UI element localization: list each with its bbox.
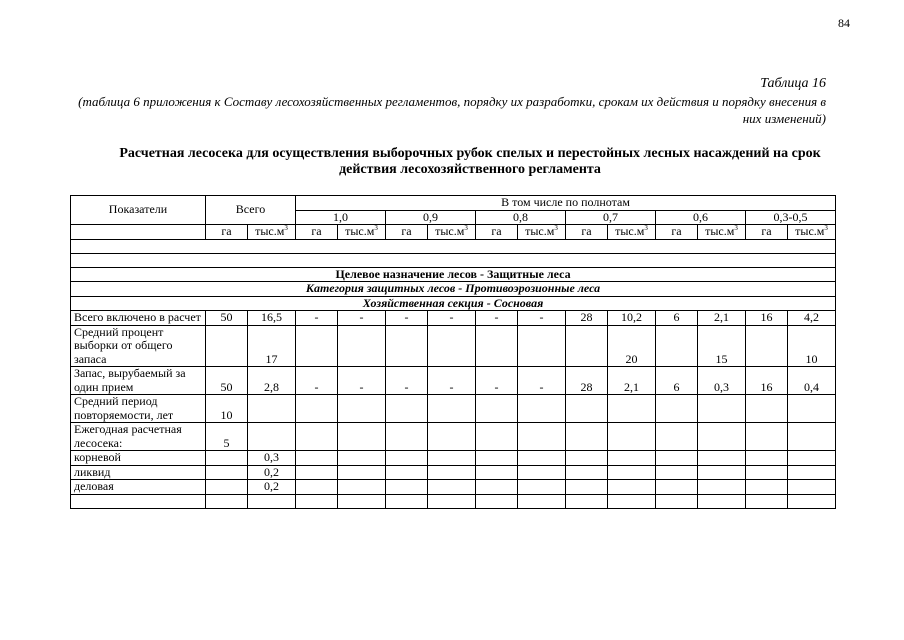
table-cell: 0,3 (248, 451, 296, 466)
table-cell (296, 494, 338, 508)
table-cell: - (518, 367, 566, 395)
table-cell (656, 451, 698, 466)
table-cell (518, 325, 566, 367)
table-cell (698, 494, 746, 508)
table-cell: 16 (746, 311, 788, 326)
header-density: 0,8 (476, 210, 566, 225)
table-cell (206, 494, 248, 508)
table-cell (698, 465, 746, 480)
document-title: Расчетная лесосека для осуществления выборочных рубок спелых и перестойных лесных насаждений на срок действия лесохозяйственного регламента (119, 146, 821, 177)
table-cell: 15 (698, 325, 746, 367)
unit-thousand-m3: $тыс.м^3$ (428, 225, 476, 240)
header-total: Всего (206, 196, 296, 225)
table-cell (386, 325, 428, 367)
table-cell (698, 480, 746, 495)
table-cell (746, 395, 788, 423)
spacer-cell (71, 253, 836, 267)
table-cell: 50 (206, 311, 248, 326)
table-cell: - (518, 311, 566, 326)
table-cell (518, 395, 566, 423)
table-cell: - (296, 367, 338, 395)
table-row (71, 480, 836, 495)
table-cell (698, 423, 746, 451)
table-cell (788, 494, 836, 508)
table-cell: - (296, 311, 338, 326)
row-label: Средний процент выборки от общего запаса (71, 325, 206, 367)
table-cell (566, 325, 608, 367)
table-cell (746, 494, 788, 508)
table-cell: 6 (656, 311, 698, 326)
table-cell (518, 480, 566, 495)
table-cell: 4,2 (788, 311, 836, 326)
table-cell (296, 465, 338, 480)
table-cell: 2,8 (248, 367, 296, 395)
table-cell (338, 423, 386, 451)
spacer-row (71, 239, 836, 253)
header-units-row (71, 225, 836, 240)
table-body (71, 311, 836, 509)
header-density: 0,6 (656, 210, 746, 225)
section-category-row (71, 282, 836, 297)
unit-m3-text: тыс.м (345, 224, 375, 238)
table-cell (476, 423, 518, 451)
table-row (71, 325, 836, 367)
table-cell (476, 465, 518, 480)
table-cell (296, 480, 338, 495)
row-label: корневой (71, 451, 206, 466)
table-cell (386, 494, 428, 508)
table-cell (428, 325, 476, 367)
unit-ha: га (386, 225, 428, 240)
table-cell (566, 451, 608, 466)
table-cell: 17 (248, 325, 296, 367)
table-row (71, 451, 836, 466)
table-cell (206, 465, 248, 480)
table-cell: - (476, 311, 518, 326)
row-label: Ежегодная расчетная лесосека: (71, 423, 206, 451)
table-cell (476, 395, 518, 423)
table-cell (386, 423, 428, 451)
spacer-cell (71, 239, 836, 253)
table-cell (746, 480, 788, 495)
table-row (71, 395, 836, 423)
unit-thousand-m3: $тыс.м^3$ (338, 225, 386, 240)
table-cell (746, 325, 788, 367)
row-label: Средний период повторяемости, лет (71, 395, 206, 423)
table-cell: - (476, 367, 518, 395)
table-cell (476, 494, 518, 508)
table-cell (248, 494, 296, 508)
table-cell: 0,4 (788, 367, 836, 395)
table-cell (746, 451, 788, 466)
table-cell (338, 494, 386, 508)
unit-thousand-m3: $тыс.м^3$ (518, 225, 566, 240)
unit-m3-text: тыс.м (795, 224, 825, 238)
forest-cut-table (70, 195, 836, 509)
table-cell (698, 395, 746, 423)
table-cell (608, 465, 656, 480)
table-cell: 10 (788, 325, 836, 367)
table-cell (608, 494, 656, 508)
header-density: 0,9 (386, 210, 476, 225)
table-cell: - (428, 311, 476, 326)
table-cell (428, 494, 476, 508)
table-cell (476, 451, 518, 466)
unit-thousand-m3: $тыс.м^3$ (608, 225, 656, 240)
table-cell (296, 325, 338, 367)
table-row-empty (71, 494, 836, 508)
header-indicators: Показатели (71, 196, 206, 225)
table-cell: 50 (206, 367, 248, 395)
row-label: Запас, вырубаемый за один прием (71, 367, 206, 395)
table-cell (338, 325, 386, 367)
unit-m3-text: тыс.м (615, 224, 645, 238)
table-cell: 28 (566, 311, 608, 326)
table-cell: - (338, 367, 386, 395)
table-cell (608, 451, 656, 466)
table-cell: 16,5 (248, 311, 296, 326)
table-cell (608, 480, 656, 495)
table-cell: 10,2 (608, 311, 656, 326)
unit-thousand-m3: $тыс.м^3$ (698, 225, 746, 240)
page-number: 84 (838, 16, 850, 30)
table-cell (206, 451, 248, 466)
unit-m3-text: тыс.м (255, 224, 285, 238)
table-cell (656, 480, 698, 495)
table-row (71, 311, 836, 326)
header-density: 0,3-0,5 (746, 210, 836, 225)
table-cell (518, 423, 566, 451)
unit-ha: га (746, 225, 788, 240)
table-cell: 28 (566, 367, 608, 395)
table-cell (566, 395, 608, 423)
table-cell (428, 395, 476, 423)
unit-ha: га (656, 225, 698, 240)
header-density: 1,0 (296, 210, 386, 225)
table-cell (656, 423, 698, 451)
table-cell (476, 480, 518, 495)
table-cell (338, 480, 386, 495)
table-cell (788, 451, 836, 466)
section-economic: Хозяйственная секция - Сосновая (71, 296, 836, 311)
table-cell: 0,2 (248, 480, 296, 495)
table-row (71, 367, 836, 395)
table-cell (656, 395, 698, 423)
table-cell: - (338, 311, 386, 326)
table-cell: 16 (746, 367, 788, 395)
table-cell (428, 423, 476, 451)
table-cell: 0,3 (698, 367, 746, 395)
table-cell (386, 451, 428, 466)
table-cell: 2,1 (698, 311, 746, 326)
unit-thousand-m3: $тыс.м^3$ (788, 225, 836, 240)
unit-ha: га (476, 225, 518, 240)
table-cell (608, 395, 656, 423)
table-cell (566, 423, 608, 451)
table-cell: 2,1 (608, 367, 656, 395)
table-row (71, 423, 836, 451)
table-cell (566, 465, 608, 480)
table-cell (338, 451, 386, 466)
section-purpose: Целевое назначение лесов - Защитные леса (71, 267, 836, 282)
table-cell (206, 480, 248, 495)
table-label: Таблица 16 (760, 76, 826, 91)
spacer-row (71, 253, 836, 267)
header-density: 0,7 (566, 210, 656, 225)
table-cell (71, 494, 206, 508)
table-cell (296, 423, 338, 451)
table-cell: 6 (656, 367, 698, 395)
table-cell (518, 451, 566, 466)
unit-ha: га (296, 225, 338, 240)
table-cell (386, 395, 428, 423)
table-cell: 10 (206, 395, 248, 423)
table-cell (518, 494, 566, 508)
table-cell (656, 325, 698, 367)
table-cell (788, 423, 836, 451)
table-cell (296, 395, 338, 423)
unit-m3-text: тыс.м (705, 224, 735, 238)
unit-m3-text: тыс.м (525, 224, 555, 238)
section-purpose-row (71, 267, 836, 282)
table-cell (656, 494, 698, 508)
table-row (71, 465, 836, 480)
table-cell (566, 494, 608, 508)
table-cell (248, 395, 296, 423)
table-cell: - (386, 367, 428, 395)
unit-ha: га (566, 225, 608, 240)
table-cell (746, 423, 788, 451)
table-cell (608, 423, 656, 451)
table-cell (338, 465, 386, 480)
table-cell (428, 480, 476, 495)
table-cell (206, 325, 248, 367)
row-label: ликвид (71, 465, 206, 480)
table-subtitle: (таблица 6 приложения к Составу лесохозяйственных регламентов, порядку их разработки, срокам их действия и порядку внесения в них изменений) (78, 94, 826, 126)
table-cell: 20 (608, 325, 656, 367)
header-row-1 (71, 196, 836, 211)
table-cell (386, 480, 428, 495)
table-cell (428, 465, 476, 480)
table-cell: - (386, 311, 428, 326)
table-cell (296, 451, 338, 466)
table-cell (338, 395, 386, 423)
table-cell: 0,2 (248, 465, 296, 480)
table-cell (566, 480, 608, 495)
table-cell (248, 423, 296, 451)
table-cell (386, 465, 428, 480)
section-economic-row (71, 296, 836, 311)
section-category: Категория защитных лесов - Противоэрозионные леса (71, 282, 836, 297)
row-label: Всего включено в расчет (71, 311, 206, 326)
unit-m3-text: тыс.м (435, 224, 465, 238)
table-cell: - (428, 367, 476, 395)
table-cell (788, 465, 836, 480)
table-cell (428, 451, 476, 466)
table-cell (518, 465, 566, 480)
row-label: деловая (71, 480, 206, 495)
unit-thousand-m3: $тыс.м^3$ (248, 225, 296, 240)
table-cell: 5 (206, 423, 248, 451)
table-cell (788, 480, 836, 495)
table-cell (746, 465, 788, 480)
table-cell (656, 465, 698, 480)
units-empty-cell (71, 225, 206, 240)
header-by-density: В том числе по полнотам (296, 196, 836, 211)
table-cell (788, 395, 836, 423)
table-cell (476, 325, 518, 367)
table-cell (698, 451, 746, 466)
unit-ha: га (206, 225, 248, 240)
